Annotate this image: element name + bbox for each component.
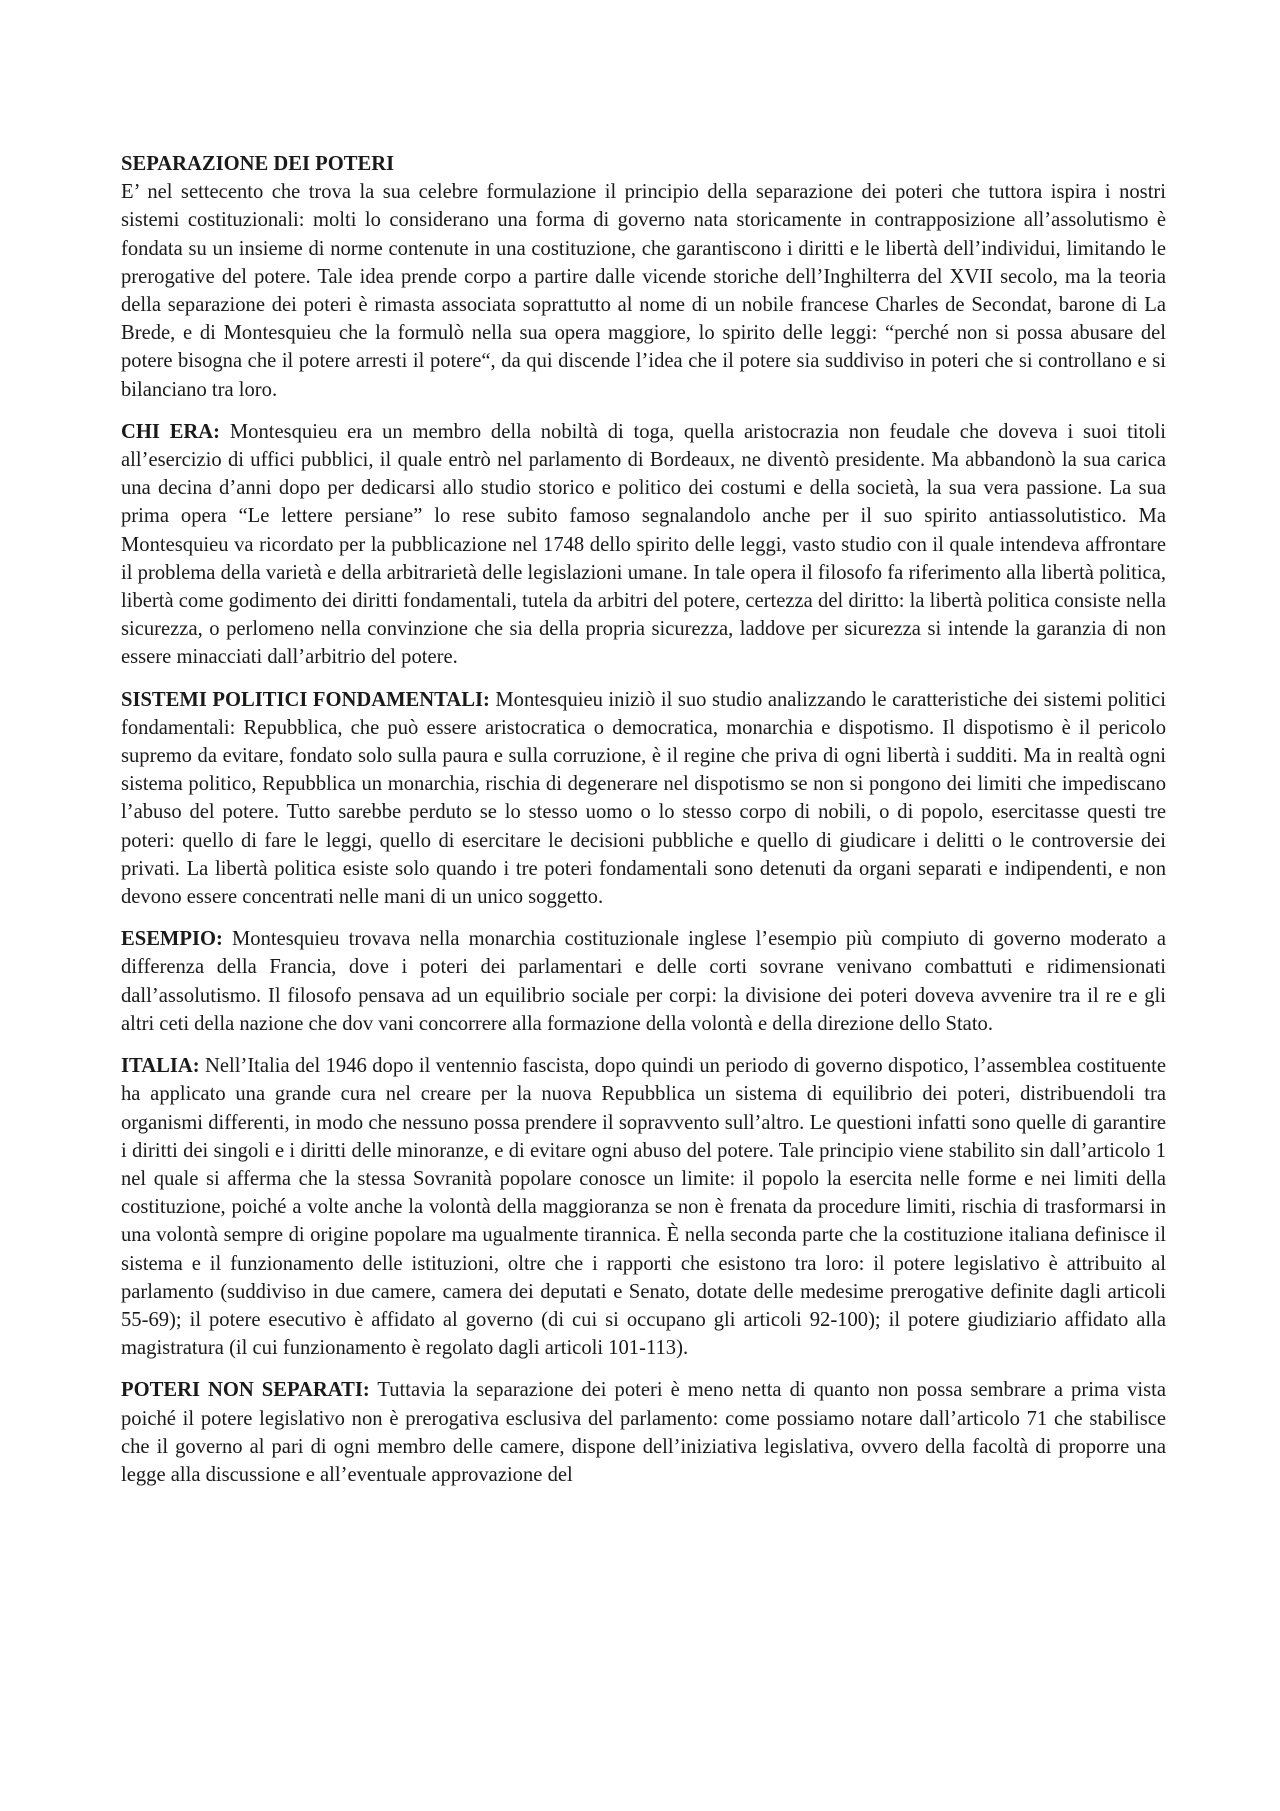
section-label: CHI ERA: [121,420,221,443]
section-text: Nell’Italia del 1946 dopo il ventennio fascista, dopo quindi un periodo di governo dispotico, l’assemblea costituente ha applicato una grande cura nel creare per la nuova Repubblica un sistema di equilibrio dei poteri, distribuendoli tra organismi differenti, in modo che nessuno possa prendere il sopravvento sull’altro. Le questioni infatti sono quelle di garantire i diritti dei singoli e i diritti delle minoranze, e di evitare ogni abuso del potere. Tale principio viene stabilito sin dall’articolo 1 nel quale si afferma che la stessa Sovranità popolare conosce un limite: il popolo la esercita nelle forme e nei limiti della costituzione, poiché a volte anche la volontà della maggioranza se non è frenata da procedure limiti, rischia di trasformarsi in una volontà sempre di origine popolare ma ugualmente tirannica. È nella seconda parte che la costituzione italiana definisce il sistema e il funzionamento delle istituzioni, oltre che i rapporti che esistono tra loro: il potere legislativo è attribuito al parlamento (suddiviso in due camere, camera dei deputati e Senato, dotate delle medesime prerogative definite dagli articoli 55-69); il potere esecutivo è affidato al governo (di cui si occupano gli articoli 92-100); il potere giudiziario affidato alla magistratura (il cui funzionamento è regolato dagli articoli 101-113). [121,1055,1166,1360]
document-title: SEPARAZIONE DEI POTERI [121,153,395,175]
section-esempio [121,925,1166,1038]
section-label: ITALIA: [121,1055,200,1078]
section-label: POTERI NON SEPARATI: [121,1379,370,1402]
section-text: Montesquieu iniziò il suo studio analizzando le caratteristiche dei sistemi politici fondamentali: Repubblica, che può essere aristocratica o democratica, monarchia e dispotismo. Il dispotismo è il pericolo supremo da evitare, fondato solo sulla paura e sulla corruzione, è il regine che priva di ogni libertà i sudditi. Ma in realtà ogni sistema politico, Repubblica un monarchia, rischia di degenerare nel dispotismo se non si pongono dei limiti che impediscano l’abuso del potere. Tutto sarebbe perduto se lo stesso uomo o lo stesso corpo di nobili, o di popolo, esercitasse questi tre poteri: quello di fare le leggi, quello di esercitare le decisioni pubbliche e quello di giudicare i delitti o le controversie dei privati. La libertà politica esiste solo quando i tre poteri fondamentali sono detenuti da organi separati e indipendenti, e non devono essere concentrati nelle mani di un unico soggetto. [121,688,1167,909]
section-text: Tuttavia la separazione dei poteri è meno netta di quanto non possa sembrare a prima vista poiché il potere legislativo non è prerogativa esclusiva del parlamento: come possiamo notare dall’articolo 71 che stabilisce che il governo al pari di ogni membro delle camere, dispone dell’iniziativa legislativa, ovvero della facoltà di proporre una legge alla discussione e all’eventuale approvazione del [121,1379,1166,1486]
document-page [121,150,1166,1503]
section-label: ESEMPIO: [121,928,223,951]
section-chi-era [121,418,1166,672]
section-text: Montesquieu era un membro della nobiltà di toga, quella aristocrazia non feudale che doveva i suoi titoli all’esercizio di uffici pubblici, il quale entrò nel parlamento di Bordeaux, ne diventò presidente. Ma abbandonò la sua carica una decina d’anni dopo per dedicarsi allo studio storico e politico dei costumi e della società, la sua vera passione. La sua prima opera “Le lettere persiane” lo rese subito famoso segnalandolo anche per il suo spirito antiassolutistico. Ma Montesquieu va ricordato per la pubblicazione nel 1748 dello spirito delle leggi, vasto studio con il quale intendeva affrontare il problema della varietà e della arbitrarietà delle legislazioni umane. In tale opera il filosofo fa riferimento alla libertà politica, libertà come godimento dei diritti fondamentali, tutela da arbitri del potere, certezza del diritto: la libertà politica consiste nella sicurezza, o perlomeno nella convinzione che sia della propria sicurezza, laddove per sicurezza si intende la garanzia di non essere minacciati dall’arbitrio del potere. [121,420,1166,669]
section-label: SISTEMI POLITICI FONDAMENTALI: [121,688,490,711]
section-italia [121,1052,1166,1362]
section-sistemi-politici [121,686,1166,912]
section-text: Montesquieu trovava nella monarchia costituzionale inglese l’esempio più compiuto di governo moderato a differenza della Francia, dove i poteri dei parlamentari e delle corti sovrane venivano combattuti e ridimensionati dall’assolutismo. Il filosofo pensava ad un equilibrio sociale per corpi: la divisione dei poteri doveva avvenire tra il re e gli altri ceti della nazione che dov vani concorrere alla formazione della volontà e della direzione dello Stato. [121,928,1166,1035]
section-poteri-non-separati [121,1376,1166,1489]
intro-paragraph: E’ nel settecento che trova la sua celebre formulazione il principio della separazione dei poteri che tuttora ispira i nostri sistemi costituzionali: molti lo considerano una forma di governo nata storicamente in contrapposizione all’assolutismo è fondata su un insieme di norme contenute in una costituzione, che garantiscono i diritti e le libertà dell’individui, limitando le prerogative del potere. Tale idea prende corpo a partire dalle vicende storiche dell’Inghilterra del XVII secolo, ma la teoria della separazione dei poteri è rimasta associata soprattutto al nome di un nobile francese Charles de Secondat, barone di La Brede, e di Montesquieu che la formulò nella sua opera maggiore, lo spirito delle leggi: “perché non si possa abusare del potere bisogna che il potere arresti il potere“, da qui discende l’idea che il potere sia suddiviso in poteri che si controllano e si bilanciano tra loro. [121,181,1166,401]
